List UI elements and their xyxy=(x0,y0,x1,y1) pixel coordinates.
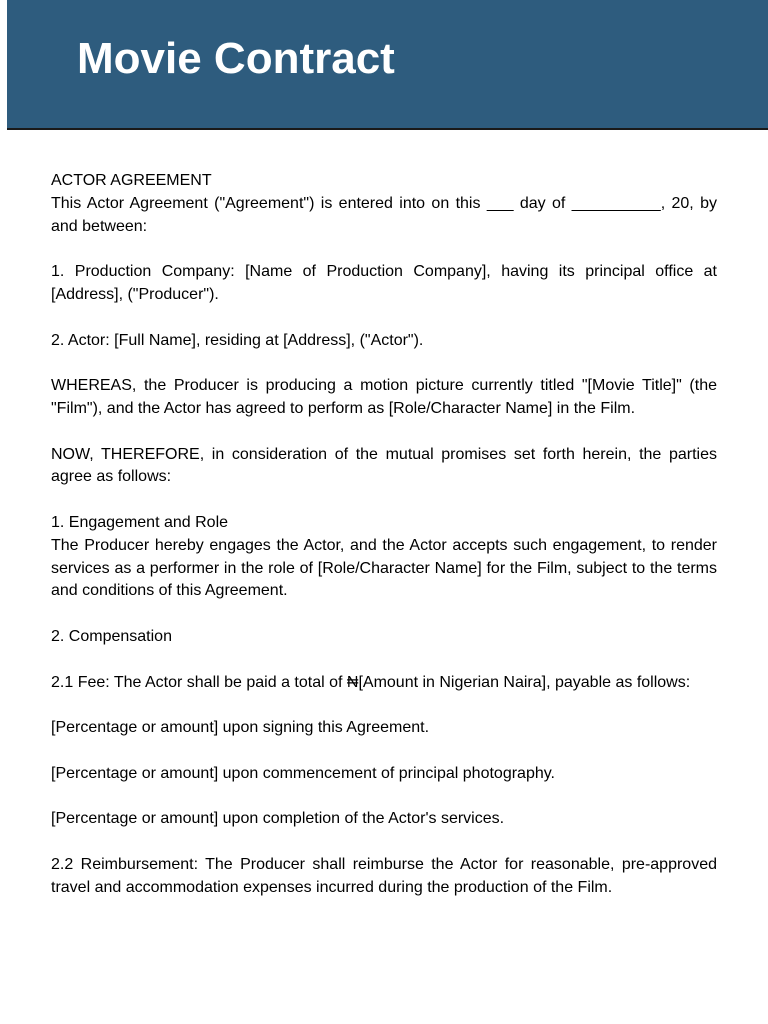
section-heading-actor-agreement: ACTOR AGREEMENT xyxy=(51,172,212,189)
payment-item-photography: [Percentage or amount] upon commencement of principal photography. xyxy=(51,764,555,782)
document-title: Movie Contract xyxy=(77,34,395,83)
now-therefore-paragraph: NOW, THEREFORE, in consideration of the mutual promises set forth herein, the parties agree as follows: xyxy=(51,445,717,486)
party-actor: 2. Actor: [Full Name], residing at [Address], ("Actor"). xyxy=(51,331,424,349)
intro-paragraph: This Actor Agreement ("Agreement") is entered into on this ___ day of __________, 20, by and between: xyxy=(51,194,717,235)
document-body xyxy=(51,170,717,900)
party-production-company: 1. Production Company: [Name of Production Company], having its principal office at [Address], ("Producer"). xyxy=(51,263,717,303)
reimbursement-paragraph: 2.2 Reimbursement: The Producer shall reimburse the Actor for reasonable, pre-approved travel and accommodation expenses incurred during the production of the Film. xyxy=(51,855,717,896)
section-heading-engagement: 1. Engagement and Role xyxy=(51,513,229,531)
fee-paragraph: 2.1 Fee: The Actor shall be paid a total of ₦[Amount in Nigerian Naira], payable as follows: xyxy=(51,673,691,691)
payment-item-completion: [Percentage or amount] upon completion of the Actor's services. xyxy=(51,810,505,828)
section-heading-compensation: 2. Compensation xyxy=(51,627,172,645)
engagement-paragraph: The Producer hereby engages the Actor, and the Actor accepts such engagement, to render services as a performer in the role of [Role/Character Name] for the Film, subject to the terms and conditions of this Agreement. xyxy=(51,536,717,600)
whereas-paragraph: WHEREAS, the Producer is producing a motion picture currently titled "[Movie Title]" (the "Film"), and the Actor has agreed to perform as [Role/Character Name] in the Film. xyxy=(51,377,717,417)
payment-item-signing: [Percentage or amount] upon signing this Agreement. xyxy=(51,719,430,737)
